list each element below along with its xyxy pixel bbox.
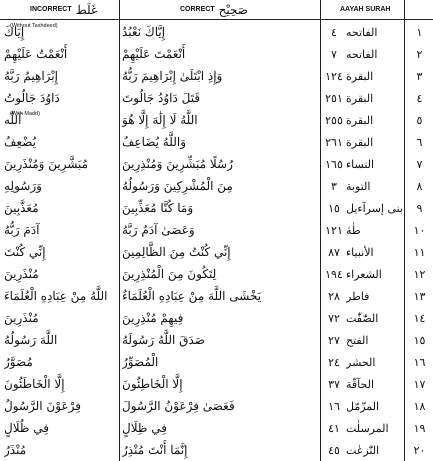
correct-cell-text: فِيهِمْ مُنْذِرِينَ — [122, 311, 184, 325]
row-number-text: ١٨ — [413, 399, 426, 413]
correct-cell-text: إِلَّا الْخَاطِئُونَ — [122, 377, 183, 391]
incorrect-cell — [4, 43, 116, 65]
correct-cell — [122, 395, 318, 417]
header-aayah-surah — [340, 0, 390, 19]
aayah-number-text: ٤١ — [328, 421, 340, 435]
incorrect-cell-text: يُضْعِفُ — [4, 135, 36, 149]
aayah-number-text: ٢٦١ — [325, 135, 343, 149]
incorrect-cell — [4, 153, 116, 175]
table-row — [0, 439, 433, 461]
correct-cell-text: يَخْشَى اللَّهَ مِنْ عِبَادِهِ الْعُلَمَاءُ — [122, 289, 262, 303]
aayah-number — [323, 43, 345, 65]
aayah-number-text: ٢٥١ — [325, 91, 343, 105]
row-number-text: ١٩ — [413, 421, 426, 435]
aayah-number-text: ٧٢ — [328, 311, 340, 325]
surah-name — [346, 65, 404, 87]
correct-cell-text: اللَّهُ لَا إِلَٰهَ إِلَّا هُوَ — [122, 113, 198, 127]
correct-cell-text: مِنَ الْمُشْرِكِينَ وَرَسُولُهُ — [122, 179, 233, 193]
table-row — [0, 87, 433, 109]
correct-cell-text: لِتَكُونَ مِنَ الْمُنْذِرِينَ — [122, 267, 217, 281]
row-number-text: ٢ — [416, 47, 423, 61]
aayah-number — [323, 109, 345, 131]
incorrect-cell-text: فِرْعَوْنَ الرَّسُولُ — [4, 399, 81, 413]
row-number-text: ٤ — [416, 91, 423, 105]
table-row — [0, 395, 433, 417]
row-number — [406, 219, 433, 241]
row-number-text: ١١ — [413, 245, 426, 259]
correct-cell-text: أَنْعَمْتَ عَلَيْهِمْ — [122, 47, 186, 61]
row-number-text: ١ — [416, 25, 423, 39]
table-row — [0, 241, 433, 263]
row-number — [406, 395, 433, 417]
correct-cell — [122, 175, 318, 197]
incorrect-cell — [4, 175, 116, 197]
incorrect-cell-text: أَنْعَمْتُ عَلَيْهِمْ — [4, 47, 68, 61]
aayah-number-text: ٤ — [331, 25, 337, 39]
surah-name — [346, 21, 404, 43]
incorrect-cell-text: وَرَسُولِهِ — [4, 179, 42, 193]
surah-name-text: البقرة — [346, 91, 374, 105]
aayah-number — [323, 307, 345, 329]
row-number — [406, 109, 433, 131]
aayah-number — [323, 395, 345, 417]
incorrect-cell-text: فِي ظُلَالٍ — [4, 421, 49, 435]
aayah-number — [323, 417, 345, 439]
surah-name-text: الحشر — [346, 355, 376, 369]
incorrect-cell-text: دَاوُدَ جَالُوتُ — [4, 91, 60, 105]
surah-name — [346, 439, 404, 461]
correct-cell-text: فَعَصَىٰ فِرْعَوْنُ الرَّسُولَ — [122, 399, 235, 413]
correct-cell-text: إِنَّمَا أَنْتَ مُنْذِرُ — [122, 443, 188, 457]
aayah-number — [323, 285, 345, 307]
surah-name-text: المرسلٰت — [346, 421, 389, 435]
incorrect-cell-text: مُبَشَّرِينَ وَمُنْذَرِينَ — [4, 157, 89, 171]
incorrect-cell — [4, 285, 116, 307]
row-number-text: ٩ — [416, 201, 423, 215]
row-number — [406, 241, 433, 263]
incorrect-cell — [4, 87, 116, 109]
row-number — [406, 263, 433, 285]
surah-name-text: طٰهٰ — [346, 223, 361, 237]
aayah-number — [323, 373, 345, 395]
surah-name-text: الفاتحه — [346, 47, 378, 61]
incorrect-cell — [4, 21, 116, 43]
row-number — [406, 285, 433, 307]
row-number-text: ٣ — [416, 69, 423, 83]
aayah-number — [323, 21, 345, 43]
surah-name-text: الفتح — [346, 333, 369, 347]
correct-cell-text: وَإِذِ ابْتَلَىٰ إِبْرَاهِيمَ رَبُّهُ — [122, 69, 223, 83]
row-number-text: ١٠ — [413, 223, 426, 237]
row-number-text: ٨ — [416, 179, 423, 193]
surah-name-text: فاطر — [346, 289, 370, 303]
surah-name-text: البقرة — [346, 113, 374, 127]
header-correct-ar: صَحِيْح — [218, 2, 248, 17]
correct-cell — [122, 109, 318, 131]
aayah-number-text: ٣ — [331, 179, 337, 193]
incorrect-cell-text: إِلَّا الْخَاطَئُونَ — [4, 377, 65, 391]
incorrect-cell — [4, 439, 116, 461]
aayah-number-text: ١٦ — [328, 399, 340, 413]
aayah-number-text: ٤٥ — [328, 443, 340, 457]
table-row — [0, 43, 433, 65]
row-number-text: ٥ — [416, 113, 423, 127]
incorrect-cell — [4, 241, 116, 263]
table-row — [0, 21, 433, 43]
incorrect-cell — [4, 395, 116, 417]
incorrect-cell-text: آدَمَ رَبُّهُ — [4, 223, 40, 237]
surah-name-text: التوبة — [346, 179, 371, 193]
correct-cell — [122, 197, 318, 219]
incorrect-note: (With Madd) — [10, 111, 40, 117]
surah-name-text: المزّمّل — [346, 399, 380, 413]
surah-name-text: النّٰزعٰت — [346, 443, 380, 457]
incorrect-cell-text: آللّٰه — [4, 113, 22, 127]
surah-name — [346, 153, 404, 175]
correct-cell-text: صَدَقَ اللَّهُ رَسُولَهُ — [122, 333, 205, 347]
correct-cell — [122, 43, 318, 65]
surah-name-text: الفاتحه — [346, 25, 378, 39]
table-row — [0, 65, 433, 87]
aayah-number — [323, 87, 345, 109]
incorrect-cell-text: مُنْذَرُ — [4, 443, 27, 457]
incorrect-cell — [4, 219, 116, 241]
aayah-number-text: ٨٧ — [328, 245, 340, 259]
incorrect-cell — [4, 109, 116, 131]
surah-name-text: البقرة — [346, 69, 374, 83]
aayah-number-text: ١٢٤ — [325, 69, 343, 83]
row-number-text: ١٥ — [413, 333, 426, 347]
row-number — [406, 131, 433, 153]
aayah-number-text: ١٦٥ — [325, 157, 343, 171]
row-number — [406, 329, 433, 351]
aayah-number-text: ٢٧ — [328, 333, 340, 347]
incorrect-cell-text: إِبْرَاهِيمُ رَبَّهُ — [4, 69, 58, 83]
row-number — [406, 87, 433, 109]
row-number — [406, 175, 433, 197]
correct-cell-text: وَمَا كُنَّا مُعَذِّبِينَ — [122, 201, 194, 215]
incorrect-cell-text: إِنِّي كُنْتَ — [4, 245, 46, 259]
incorrect-cell — [4, 351, 116, 373]
row-number-text: ٦ — [416, 135, 423, 149]
table-row — [0, 351, 433, 373]
header-incorrect — [30, 0, 97, 19]
surah-name — [346, 285, 404, 307]
table-row — [0, 373, 433, 395]
correct-cell-text: رُسُلًا مُبَشِّرِينَ وَمُنْذِرِينَ — [122, 157, 233, 171]
correct-cell — [122, 373, 318, 395]
table-row — [0, 307, 433, 329]
surah-name — [346, 197, 404, 219]
header-incorrect-ar: غَلَط — [75, 2, 98, 17]
table-row — [0, 417, 433, 439]
row-number — [406, 351, 433, 373]
surah-name-text: الحآقّة — [346, 377, 375, 391]
correct-cell — [122, 241, 318, 263]
aayah-number-text: ١٩٤ — [325, 267, 343, 281]
correct-cell-text: الْمُصَوِّرُ — [122, 355, 159, 369]
row-number — [406, 307, 433, 329]
incorrect-cell — [4, 197, 116, 219]
correct-cell-text: إِنِّي كُنْتُ مِنَ الظَّالِمِينَ — [122, 245, 231, 259]
aayah-number-text: ٧ — [331, 47, 337, 61]
correct-cell-text: قَتَلَ دَاوُدُ جَالُوتَ — [122, 91, 201, 105]
aayah-number — [323, 439, 345, 461]
aayah-number — [323, 153, 345, 175]
table-row — [0, 197, 433, 219]
header-rule — [0, 19, 433, 20]
aayah-number — [323, 175, 345, 197]
correct-cell — [122, 439, 318, 461]
surah-name-text: الأنبياء — [346, 245, 374, 259]
surah-name — [346, 87, 404, 109]
surah-name — [346, 307, 404, 329]
correct-cell — [122, 329, 318, 351]
incorrect-cell-text: مُنْذَرِينَ — [4, 311, 39, 325]
correct-cell — [122, 263, 318, 285]
correct-cell — [122, 351, 318, 373]
row-number-text: ١٢ — [413, 267, 426, 281]
surah-name — [346, 395, 404, 417]
aayah-number — [323, 131, 345, 153]
correct-cell — [122, 87, 318, 109]
surah-name-text: الصّٰفّٰت — [346, 311, 379, 325]
table-row — [0, 131, 433, 153]
incorrect-cell-text: اللَّهُ مِنْ عِبَادِهِ الْعُلَمَاءَ — [4, 289, 108, 303]
surah-name-text: البقرة — [346, 135, 374, 149]
aayah-number — [323, 351, 345, 373]
aayah-number — [323, 263, 345, 285]
surah-name — [346, 43, 404, 65]
incorrect-cell-text: اللَّهَ رَسُولُهُ — [4, 333, 58, 347]
row-number — [406, 21, 433, 43]
surah-name — [346, 131, 404, 153]
surah-name — [346, 263, 404, 285]
correct-cell — [122, 21, 318, 43]
incorrect-cell — [4, 417, 116, 439]
table-row — [0, 263, 433, 285]
aayah-number-text: ١٥ — [328, 201, 340, 215]
incorrect-cell-text: مُنْذَرِينَ — [4, 267, 39, 281]
row-number-text: ٢٠ — [413, 443, 426, 457]
incorrect-cell — [4, 131, 116, 153]
surah-name — [346, 219, 404, 241]
header-correct — [180, 0, 248, 19]
incorrect-note: (Without Tashdeed) — [10, 23, 58, 29]
header-incorrect-en: INCORRECT — [30, 6, 72, 13]
row-number — [406, 65, 433, 87]
aayah-number-text: ٢٥٥ — [325, 113, 343, 127]
incorrect-cell-text: مُعَذَّبِينَ — [4, 201, 39, 215]
row-number — [406, 43, 433, 65]
aayah-number-text: ١٢١ — [325, 223, 343, 237]
row-number-text: ١٣ — [413, 289, 426, 303]
aayah-number-text: ٢٤ — [328, 355, 340, 369]
row-number-text: ١٤ — [413, 311, 426, 325]
aayah-number-text: ٣٧ — [328, 377, 340, 391]
surah-name-text: الشعراء — [346, 267, 382, 281]
surah-name — [346, 417, 404, 439]
correct-cell-text: وَعَصَىٰ آدَمُ رَبَّهُ — [122, 223, 195, 237]
surah-name-text: بنی إسرآءیل — [346, 201, 404, 215]
row-number — [406, 439, 433, 461]
aayah-number — [323, 219, 345, 241]
aayah-number — [323, 197, 345, 219]
table-row — [0, 109, 433, 131]
row-number-text: ١٧ — [413, 377, 426, 391]
aayah-number-text: ٢٨ — [328, 289, 340, 303]
incorrect-cell — [4, 307, 116, 329]
correct-cell — [122, 65, 318, 87]
aayah-number — [323, 329, 345, 351]
header-aayah-surah-label: AAYAH SURAH — [340, 6, 391, 13]
surah-name — [346, 329, 404, 351]
surah-name — [346, 109, 404, 131]
correct-cell — [122, 307, 318, 329]
correct-cell-text: وَاللَّهُ يُضَاعِفُ — [122, 135, 186, 149]
correct-cell — [122, 417, 318, 439]
correct-cell — [122, 131, 318, 153]
table-row — [0, 175, 433, 197]
correct-cell — [122, 153, 318, 175]
row-number — [406, 197, 433, 219]
surah-name — [346, 241, 404, 263]
row-number — [406, 153, 433, 175]
aayah-number — [323, 65, 345, 87]
incorrect-cell — [4, 373, 116, 395]
row-number-text: ١٦ — [413, 355, 426, 369]
correct-cell — [122, 219, 318, 241]
incorrect-cell-text: مُصَوَّرُ — [4, 355, 33, 369]
aayah-number — [323, 241, 345, 263]
surah-name — [346, 175, 404, 197]
row-number-text: ٧ — [416, 157, 423, 171]
incorrect-cell — [4, 263, 116, 285]
incorrect-cell-text: إِيَاكَ — [4, 25, 25, 39]
incorrect-cell — [4, 329, 116, 351]
correct-cell-text: إِيَّاكَ نَعْبُدُ — [122, 25, 166, 39]
row-number — [406, 373, 433, 395]
incorrect-cell — [4, 65, 116, 87]
correct-cell — [122, 285, 318, 307]
row-number — [406, 417, 433, 439]
surah-name — [346, 373, 404, 395]
table-row — [0, 153, 433, 175]
table-row — [0, 219, 433, 241]
surah-name-text: النساء — [346, 157, 375, 171]
correct-cell-text: فِي ظِلَالٍ — [122, 421, 167, 435]
table-row — [0, 329, 433, 351]
header-correct-en: CORRECT — [180, 6, 215, 13]
surah-name — [346, 351, 404, 373]
table-row — [0, 285, 433, 307]
